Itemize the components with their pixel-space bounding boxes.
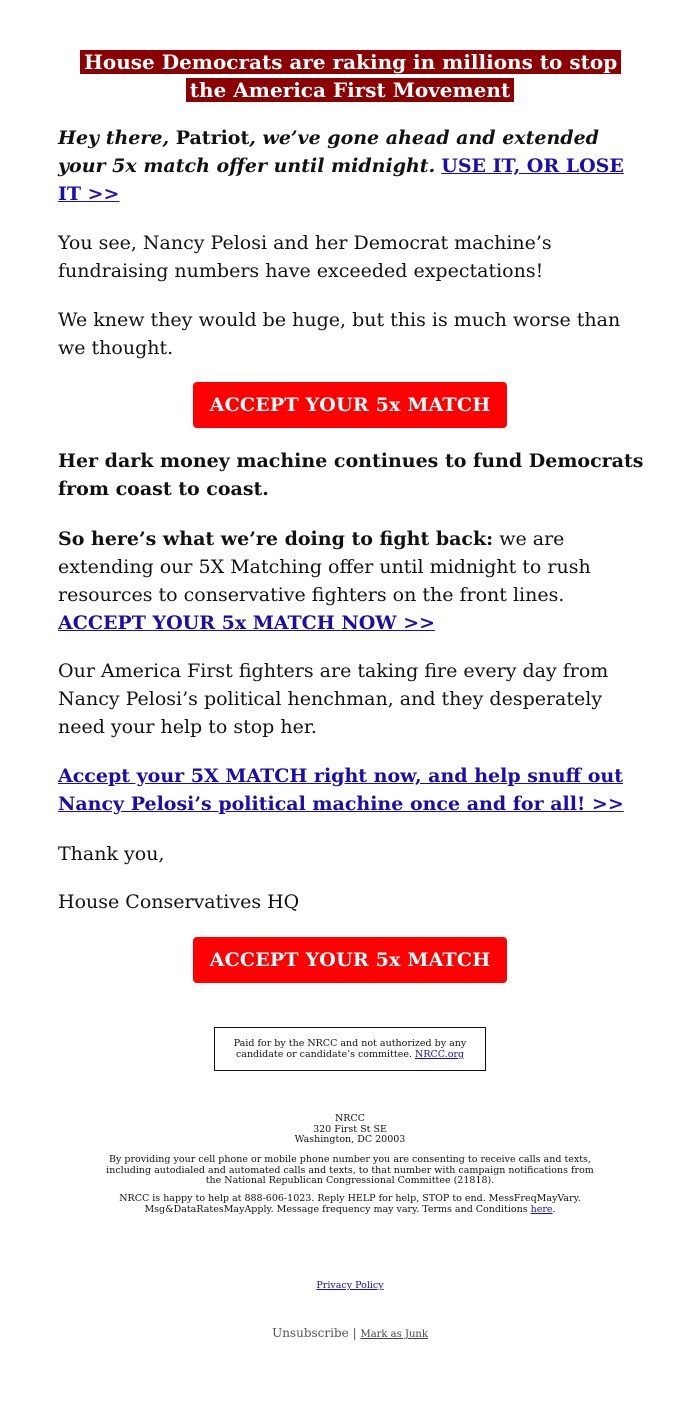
disclaimer-text: Paid for by the NRCC and not authorized by any candidate or candidate’s committee. [233, 1038, 467, 1060]
unsubscribe-row [0, 1326, 700, 1340]
headline-text: House Democrats are raking in millions to stop the America First Movement [80, 50, 621, 102]
footer-street: 320 First St SE [313, 1123, 387, 1135]
accept-match-now-link[interactable]: ACCEPT YOUR 5x MATCH NOW >> [58, 612, 436, 634]
thanks-text: Thank you, [58, 843, 165, 865]
paragraph-5: Our America First fighters are taking fire every day from Nancy Pelosi’s political henchman, and they desperately need your help to stop her. [58, 660, 609, 738]
paragraph-2: We knew they would be huge, but this is much worse than we thought. [58, 309, 621, 359]
privacy-policy-link[interactable]: Privacy Policy [316, 1280, 384, 1291]
paragraph-1: You see, Nancy Pelosi and her Democrat machine’s fundraising numbers have exceeded expectations! [58, 232, 552, 282]
footer-privacy [100, 1281, 600, 1292]
footer-help: NRCC is happy to help at 888-606-1023. Reply HELP for help, STOP to end. MessFreqMayVary. Msg&DataRatesMayApply. Message frequency may vary. Terms and Conditions here. [119, 1193, 581, 1215]
use-it-link[interactable]: USE IT, OR LOSE IT >> [58, 155, 624, 205]
paragraph-6 [58, 762, 648, 818]
accept-5x-match-link[interactable]: Accept your 5X MATCH right now, and help snuff out Nancy Pelosi’s political machine once and for all! >> [58, 765, 624, 815]
terms-here-link[interactable]: here [530, 1203, 553, 1215]
intro-part2: , we’ve gone ahead and extended your 5x match offer until midnight. [58, 127, 599, 177]
paragraph-4 [58, 525, 648, 637]
signature: House Conservatives HQ [58, 891, 300, 913]
footer-help-text: NRCC is happy to help at 888-606-1023. Reply HELP for help, STOP to end. MessFreqMayVary. Msg&DataRatesMayApply. Message frequency may vary. Terms and Conditions [119, 1193, 581, 1215]
footer-consent: By providing your cell phone or mobile phone number you are consenting to receive calls and texts, including autodialed and automated calls and texts, to that number with campaign notifications from the National Republican Congressional Committee (21818). [106, 1154, 594, 1186]
paragraph-4-bold: So here’s what we’re doing to fight back: [58, 528, 494, 550]
unsubscribe-link[interactable]: Unsubscribe [272, 1326, 349, 1340]
intro-name: Patriot [175, 127, 250, 149]
intro-part1: Hey there, [58, 127, 176, 149]
unsubscribe-separator: | [352, 1326, 357, 1340]
intro-paragraph [58, 124, 648, 208]
nrcc-org-link[interactable]: NRCC.org [415, 1049, 465, 1060]
footer-address [100, 1114, 600, 1146]
paragraph-4-text: we are extending our 5X Matching offer until midnight to rush resources to conservative fighters on the front lines. [58, 528, 591, 606]
accept-match-button-2[interactable]: ACCEPT YOUR 5x MATCH [193, 937, 507, 983]
footer-city: Washington, DC 20003 [294, 1134, 406, 1145]
paragraph-3: Her dark money machine continues to fund Democrats from coast to coast. [58, 450, 644, 500]
footer-org: NRCC [334, 1113, 365, 1124]
paid-for-disclaimer [214, 1027, 486, 1071]
headline [80, 48, 620, 104]
accept-match-button-1[interactable]: ACCEPT YOUR 5x MATCH [193, 382, 507, 428]
mark-as-junk-link[interactable]: Mark as Junk [360, 1329, 428, 1340]
